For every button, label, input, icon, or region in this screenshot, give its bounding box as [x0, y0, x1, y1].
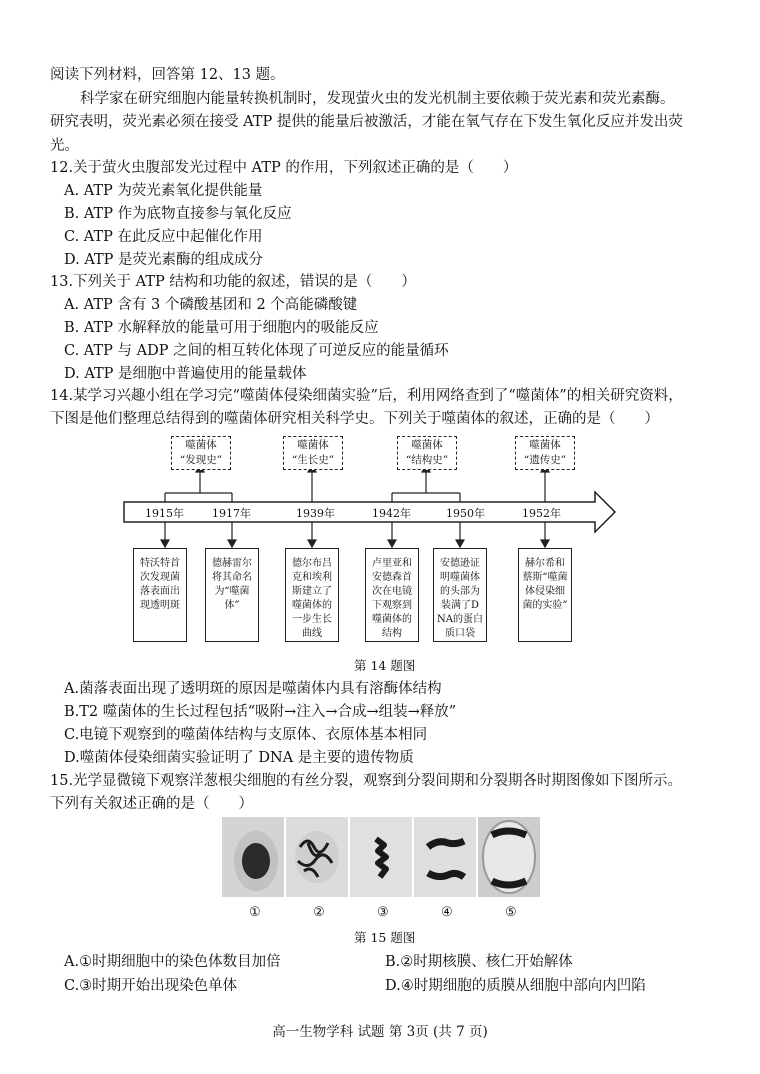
era-label: 噬菌体 — [411, 439, 443, 451]
q13-option-d: D. ATP 是细胞中普遍使用的能量载体 — [64, 366, 307, 382]
q15-figure-caption: 第 15 题图 — [354, 930, 416, 945]
photo-label: ① — [249, 905, 261, 920]
era-label: 噬菌体 — [297, 439, 329, 451]
q13-option-c: C. ATP 与 ADP 之间的相互转化体现了可逆反应的能量循环 — [64, 343, 449, 359]
q14-option-c: C.电镜下观察到的噬菌体结构与支原体、衣原体基本相同 — [64, 727, 428, 743]
timeline-year: 1917年 — [212, 507, 251, 520]
timeline-event-box: 安德逊证明噬菌体的头部为装满了DNA的蛋白质口袋 — [433, 548, 487, 642]
page-footer: 高一生物学科 试题 第 3页 (共 7 页) — [272, 1024, 488, 1040]
q12-option-a: A. ATP 为荧光素氧化提供能量 — [64, 183, 263, 199]
timeline-era-growth — [283, 436, 343, 470]
q15-stem-line-2: 下列有关叙述正确的是（ ） — [50, 796, 253, 812]
q13-option-a: A. ATP 含有 3 个磷酸基团和 2 个高能磷酸键 — [64, 297, 358, 313]
timeline-event-box: 德尔布吕克和埃利斯建立了噬菌体的一步生长曲线 — [285, 548, 339, 642]
photo-label: ② — [313, 905, 325, 920]
q15-option-b: B.②时期核膜、核仁开始解体 — [385, 954, 573, 970]
timeline-year: 1952年 — [522, 507, 561, 520]
micrograph-prophase — [286, 817, 348, 897]
q12-option-d: D. ATP 是荧光素酶的组成成分 — [64, 252, 264, 268]
timeline-event-box: 特沃特首次发现菌落表面出现透明斑 — [133, 548, 187, 642]
q15-option-a: A.①时期细胞中的染色体数目加倍 — [64, 954, 281, 970]
q15-option-d: D.④时期细胞的质膜从细胞中部向内凹陷 — [385, 978, 646, 994]
q14-stem-line-1: 14.某学习兴趣小组在学习完“噬菌体侵染细菌实验”后，利用网络查到了“噬菌体”的相关研究资料， — [50, 388, 683, 404]
photo-label: ④ — [441, 905, 453, 920]
micrograph-metaphase — [350, 817, 412, 897]
era-label: “遗传史” — [523, 454, 567, 466]
timeline-year: 1950年 — [446, 507, 485, 520]
q13-option-b: B. ATP 水解释放的能量可用于细胞内的吸能反应 — [64, 320, 379, 336]
q15-stem-line-1: 15.光学显微镜下观察洋葱根尖细胞的有丝分裂，观察到分裂间期和分裂期各时期图像如下图所示。 — [50, 773, 683, 789]
q14-stem-line-2: 下图是他们整理总结得到的噬菌体研究相关科学史。下列关于噬菌体的叙述，正确的是（ ） — [50, 411, 659, 427]
q15-option-c: C.③时期开始出现染色单体 — [64, 978, 238, 994]
micrograph-telophase — [478, 817, 540, 897]
timeline-event-box: 赫尔希和蔡斯“噬菌体侵染细菌的实验” — [518, 548, 572, 642]
timeline-era-genetics — [515, 436, 575, 470]
q12-option-b: B. ATP 作为底物直接参与氧化反应 — [64, 206, 292, 222]
q12-option-c: C. ATP 在此反应中起催化作用 — [64, 229, 263, 245]
timeline-era-structure — [397, 436, 457, 470]
q14-figure-caption: 第 14 题图 — [354, 658, 416, 673]
q12-stem: 12.关于萤火虫腹部发光过程中 ATP 的作用，下列叙述正确的是（ ） — [50, 160, 518, 176]
era-label: “结构史” — [405, 454, 449, 466]
timeline-event-box: 卢里亚和安德森首次在电镜下观察到噬菌体的结构 — [365, 548, 419, 642]
material-line-2: 研究表明，荧光素必须在接受 ATP 提供的能量后被激活，才能在氧气存在下发生氧化反应并发出荧 — [50, 114, 683, 130]
intro-text: 阅读下列材料，回答第 12、13 题。 — [50, 67, 285, 83]
era-label: “生长史” — [291, 454, 335, 466]
q14-option-d: D.噬菌体侵染细菌实验证明了 DNA 是主要的遗传物质 — [64, 750, 414, 766]
q14-option-a: A.菌落表面出现了透明斑的原因是噬菌体内具有溶酶体结构 — [64, 681, 442, 697]
photo-label: ③ — [377, 905, 389, 920]
timeline-event-box: 德赫雷尔将其命名为“噬菌体” — [205, 548, 259, 642]
era-label: 噬菌体 — [185, 439, 217, 451]
timeline-era-discovery — [171, 436, 231, 470]
era-label: “发现史” — [179, 454, 223, 466]
material-line-3: 光。 — [50, 138, 79, 154]
era-label: 噬菌体 — [529, 439, 561, 451]
micrograph-anaphase — [414, 817, 476, 897]
material-line-1: 科学家在研究细胞内能量转换机制时，发现萤火虫的发光机制主要依赖于荧光素和荧光素酶。 — [80, 91, 675, 107]
micrograph-interphase — [222, 817, 284, 897]
photo-label: ⑤ — [505, 905, 517, 920]
q14-option-b: B.T2 噬菌体的生长过程包括“吸附→注入→合成→组装→释放” — [64, 704, 457, 720]
q13-stem: 13.下列关于 ATP 结构和功能的叙述，错误的是（ ） — [50, 274, 416, 290]
timeline-year: 1939年 — [296, 507, 335, 520]
timeline-year: 1915年 — [145, 507, 184, 520]
timeline-year: 1942年 — [372, 507, 411, 520]
